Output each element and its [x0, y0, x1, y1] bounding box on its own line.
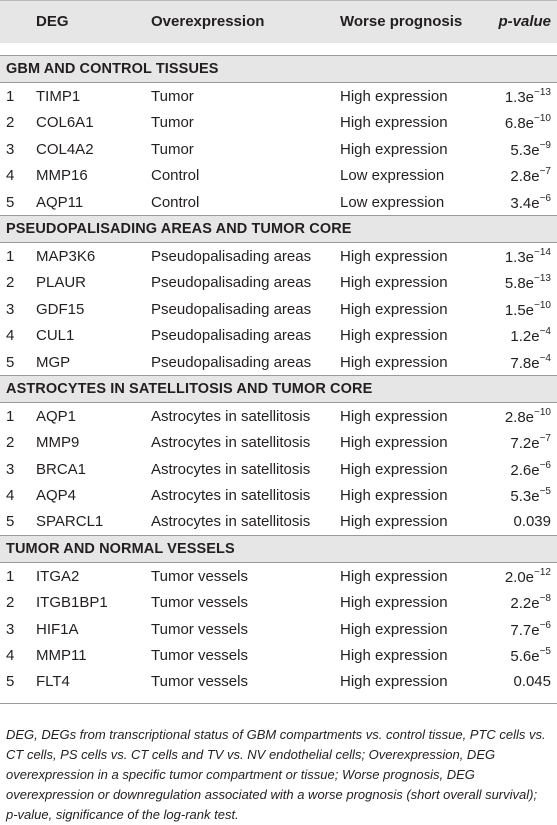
- p-value-cell: [510, 434, 551, 452]
- row-number: 1: [6, 247, 15, 265]
- gene-name: BRCA1: [36, 460, 87, 478]
- p-value-cell: [505, 408, 551, 426]
- overexpression-cell: Pseudopalisading areas: [151, 327, 312, 345]
- overexpression-cell: Pseudopalisading areas: [151, 300, 312, 318]
- worse-prognosis-cell: High expression: [340, 513, 448, 531]
- section-header: [0, 535, 557, 563]
- section-header: [0, 215, 557, 243]
- table-row: [0, 563, 557, 589]
- p-value-base: 0.045: [513, 673, 551, 691]
- p-value-cell: [505, 114, 551, 132]
- row-number: 3: [6, 140, 15, 158]
- p-value-exponent: −10: [534, 299, 551, 311]
- header-worse-prognosis: Worse prognosis: [340, 13, 463, 30]
- overexpression-cell: Astrocytes in satellitosis: [151, 513, 311, 531]
- p-value-cell: [505, 568, 551, 586]
- gene-name: MMP11: [36, 647, 87, 665]
- section-header: [0, 55, 557, 83]
- worse-prognosis-cell: High expression: [340, 673, 448, 691]
- overexpression-cell: Tumor: [151, 114, 194, 132]
- p-value-base: 1.3e: [504, 248, 535, 266]
- p-value-base: 2.6e: [510, 461, 540, 479]
- p-value-cell: [510, 167, 551, 185]
- table-bottom-rule: [0, 703, 557, 704]
- table-row: [0, 83, 557, 109]
- p-value-base: 3.4e: [510, 194, 540, 212]
- worse-prognosis-cell: High expression: [340, 460, 448, 478]
- row-number: 3: [6, 300, 15, 318]
- worse-prognosis-cell: High expression: [340, 567, 448, 585]
- gene-name: MMP16: [36, 167, 88, 185]
- worse-prognosis-cell: High expression: [340, 114, 448, 132]
- overexpression-cell: Tumor vessels: [151, 647, 248, 665]
- p-value-exponent: −4: [539, 326, 551, 338]
- row-number: 2: [6, 114, 15, 132]
- worse-prognosis-cell: Low expression: [340, 193, 445, 211]
- worse-prognosis-cell: High expression: [340, 647, 448, 665]
- p-value-cell: [513, 673, 551, 690]
- row-number: 4: [6, 327, 15, 345]
- p-value-base: 2.8e: [504, 408, 535, 426]
- worse-prognosis-cell: High expression: [340, 487, 448, 505]
- gene-name: CUL1: [36, 327, 75, 345]
- row-number: 3: [6, 620, 15, 638]
- overexpression-cell: Control: [151, 193, 200, 211]
- table-row: [0, 243, 557, 269]
- p-value-exponent: −7: [539, 166, 551, 178]
- p-value-cell: [505, 248, 551, 266]
- p-value-base: 7.8e: [510, 354, 540, 372]
- p-value-exponent: −8: [539, 593, 551, 605]
- p-value-base: 7.7e: [510, 621, 540, 639]
- p-value-base: 2.8e: [510, 168, 540, 186]
- worse-prognosis-cell: High expression: [340, 620, 448, 638]
- gene-name: MAP3K6: [36, 247, 96, 265]
- overexpression-cell: Astrocytes in satellitosis: [151, 487, 311, 505]
- gene-name: SPARCL1: [36, 513, 104, 531]
- table-row: [0, 589, 557, 615]
- table-row: [0, 429, 557, 455]
- p-value-exponent: −6: [539, 619, 551, 631]
- overexpression-cell: Astrocytes in satellitosis: [151, 407, 311, 425]
- p-value-base: 5.3e: [510, 141, 540, 159]
- p-value-base: 5.8e: [504, 275, 535, 293]
- p-value-cell: [510, 141, 551, 159]
- table-row: [0, 322, 557, 348]
- p-value-exponent: −7: [539, 433, 551, 445]
- overexpression-cell: Astrocytes in satellitosis: [151, 434, 311, 452]
- p-value-exponent: −6: [539, 459, 551, 471]
- gene-name: AQP4: [36, 487, 77, 505]
- p-value-cell: [510, 487, 551, 505]
- row-number: 5: [6, 673, 15, 691]
- gene-name: ITGB1BP1: [36, 594, 108, 612]
- table-row: [0, 508, 557, 534]
- p-value-cell: [510, 194, 551, 212]
- worse-prognosis-cell: High expression: [340, 434, 448, 452]
- row-number: 5: [6, 193, 15, 211]
- p-value-exponent: −4: [539, 352, 551, 364]
- p-value-cell: [505, 274, 551, 292]
- overexpression-cell: Tumor vessels: [151, 673, 248, 691]
- p-value-exponent: −13: [534, 87, 551, 98]
- header-overexpression: Overexpression: [151, 13, 265, 30]
- overexpression-cell: Tumor vessels: [151, 594, 248, 612]
- table-row: [0, 296, 557, 322]
- overexpression-cell: Tumor vessels: [151, 620, 248, 638]
- worse-prognosis-cell: High expression: [340, 88, 448, 105]
- worse-prognosis-cell: High expression: [340, 594, 448, 612]
- worse-prognosis-cell: High expression: [340, 140, 448, 158]
- row-number: 5: [6, 513, 15, 531]
- p-value-exponent: −5: [539, 646, 551, 658]
- p-value-cell: [510, 327, 551, 345]
- gene-name: TIMP1: [36, 88, 81, 105]
- overexpression-cell: Pseudopalisading areas: [151, 247, 312, 265]
- p-value-base: 0.039: [513, 513, 551, 531]
- p-value-exponent: −6: [539, 192, 551, 204]
- table-row: [0, 456, 557, 482]
- row-number: 3: [6, 460, 15, 478]
- overexpression-cell: Tumor: [151, 88, 194, 105]
- overexpression-cell: Tumor: [151, 140, 194, 158]
- gene-name: FLT4: [36, 673, 70, 691]
- gene-name: AQP11: [36, 193, 84, 211]
- p-value-cell: [510, 621, 551, 639]
- row-number: 1: [6, 88, 15, 105]
- table-row: [0, 136, 557, 162]
- overexpression-cell: Astrocytes in satellitosis: [151, 460, 311, 478]
- table-row: [0, 109, 557, 135]
- gene-name: ITGA2: [36, 567, 80, 585]
- worse-prognosis-cell: High expression: [340, 353, 448, 371]
- p-value-exponent: −12: [534, 566, 551, 578]
- worse-prognosis-cell: Low expression: [340, 167, 445, 185]
- row-number: 1: [6, 407, 15, 425]
- table-body: [0, 55, 557, 695]
- overexpression-cell: Pseudopalisading areas: [151, 274, 312, 292]
- p-value-base: 2.0e: [504, 568, 535, 586]
- worse-prognosis-cell: High expression: [340, 274, 448, 292]
- row-number: 4: [6, 647, 15, 665]
- table-row: [0, 349, 557, 375]
- gene-name: MMP9: [36, 434, 80, 452]
- worse-prognosis-cell: High expression: [340, 247, 448, 265]
- table-header: [0, 0, 557, 43]
- p-value-base: 5.6e: [510, 648, 540, 666]
- worse-prognosis-cell: High expression: [340, 407, 448, 425]
- overexpression-cell: Control: [151, 167, 200, 185]
- p-value-base: 1.2e: [510, 328, 540, 346]
- p-value-exponent: −13: [534, 273, 551, 285]
- p-value-exponent: −10: [534, 406, 551, 418]
- header-deg: DEG: [36, 13, 69, 30]
- p-value-cell: [505, 88, 551, 106]
- p-value-base: 6.8e: [504, 115, 535, 133]
- row-number: 4: [6, 487, 15, 505]
- table-row: [0, 189, 557, 215]
- p-value-exponent: −14: [534, 246, 551, 258]
- gene-name: COL4A2: [36, 140, 94, 158]
- gene-name: HIF1A: [36, 620, 79, 638]
- gene-name: GDF15: [36, 300, 85, 318]
- p-value-cell: [510, 647, 551, 665]
- table-row: [0, 482, 557, 508]
- table-row: [0, 269, 557, 295]
- header-p-value: p-value: [498, 13, 551, 30]
- overexpression-cell: Tumor vessels: [151, 567, 248, 585]
- row-number: 4: [6, 167, 15, 185]
- p-value-base: 7.2e: [510, 435, 540, 453]
- p-value-cell: [510, 354, 551, 372]
- overexpression-cell: Pseudopalisading areas: [151, 353, 312, 371]
- row-number: 2: [6, 274, 15, 292]
- section-header: [0, 375, 557, 403]
- gene-name: PLAUR: [36, 274, 87, 292]
- p-value-cell: [510, 594, 551, 612]
- p-value-cell: [513, 513, 551, 530]
- p-value-base: 5.3e: [510, 488, 540, 506]
- table-row: [0, 642, 557, 668]
- table-row: [0, 403, 557, 429]
- row-number: 1: [6, 567, 15, 585]
- p-value-exponent: −5: [539, 486, 551, 498]
- p-value-base: 1.3e: [504, 89, 535, 106]
- table-footnote: DEG, DEGs from transcriptional status of GBM compartments vs. control tissue, PTC cells vs. CT cells, PS cells vs. CT cells and TV vs. NV endothelial cells; Overexpression, DEG overexpression in a specific tumor compartment or tissue; Worse prognosis, DEG overexpression or downregulation associated with a worse prognosis (short overall survival); p-value, significance of the log-rank test.: [6, 726, 546, 822]
- section-title: TUMOR AND NORMAL VESSELS: [6, 540, 235, 557]
- p-value-base: 1.5e: [504, 301, 535, 319]
- p-value-exponent: −9: [539, 139, 551, 151]
- row-number: 2: [6, 434, 15, 452]
- section-title: ASTROCYTES IN SATELLITOSIS AND TUMOR CORE: [6, 380, 373, 397]
- p-value-cell: [505, 301, 551, 319]
- worse-prognosis-cell: High expression: [340, 327, 448, 345]
- p-value-base: 2.2e: [510, 595, 540, 613]
- p-value-cell: [510, 461, 551, 479]
- section-title: GBM AND CONTROL TISSUES: [6, 61, 219, 77]
- gene-name: MGP: [36, 353, 71, 371]
- table-row: [0, 616, 557, 642]
- p-value-exponent: −10: [534, 113, 551, 125]
- worse-prognosis-cell: High expression: [340, 300, 448, 318]
- table-row: [0, 162, 557, 188]
- row-number: 2: [6, 594, 15, 612]
- section-title: PSEUDOPALISADING AREAS AND TUMOR CORE: [6, 220, 352, 237]
- table-row: [0, 668, 557, 694]
- gene-name: AQP1: [36, 407, 77, 425]
- row-number: 5: [6, 353, 15, 371]
- gene-name: COL6A1: [36, 114, 94, 132]
